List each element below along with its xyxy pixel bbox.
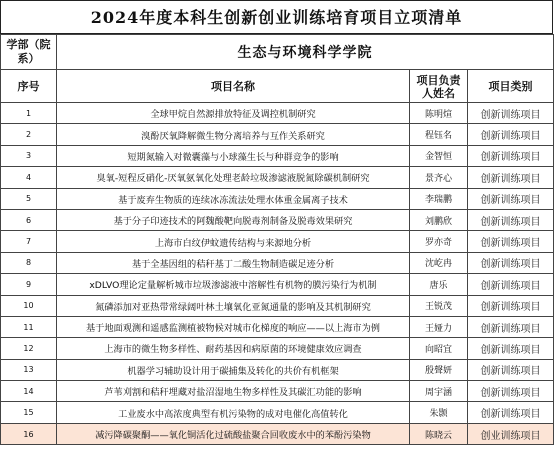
project-name: 工业废水中高浓度典型有机污染物的成对电催化高值转化 — [57, 402, 410, 423]
row-number: 15 — [1, 402, 57, 423]
table-row — [1, 316, 554, 337]
table-row — [1, 103, 554, 124]
leader-name: 刘鹏欣 — [410, 209, 468, 230]
table-row — [1, 209, 554, 230]
department-name: 生态与环境科学学院 — [57, 35, 554, 70]
column-header-category: 项目类别 — [468, 70, 554, 103]
table-row — [1, 124, 554, 145]
project-name: 溴酚厌氧降解微生物分离培养与互作关系研究 — [57, 124, 410, 145]
column-header-leader: 项目负责人姓名 — [410, 70, 468, 103]
project-name: 基于分子印迹技术的阿魏酸靶向脱毒剂制备及脱毒效果研究 — [57, 209, 410, 230]
row-number: 12 — [1, 338, 57, 359]
project-category: 创新训练项目 — [468, 145, 554, 166]
leader-name: 沈屹冉 — [410, 252, 468, 273]
leader-name: 王锐茂 — [410, 295, 468, 316]
table-row — [1, 167, 554, 188]
row-number: 1 — [1, 103, 57, 124]
project-category: 创新训练项目 — [468, 252, 554, 273]
leader-name: 金智恒 — [410, 145, 468, 166]
project-category: 创新训练项目 — [468, 167, 554, 188]
leader-name: 朱颢 — [410, 402, 468, 423]
row-number: 2 — [1, 124, 57, 145]
leader-name: 罗亦奇 — [410, 231, 468, 252]
project-name: 上海市白纹伊蚊遗传结构与来源地分析 — [57, 231, 410, 252]
department-label: 学部（院系） — [1, 35, 57, 70]
leader-name: 周宇涵 — [410, 381, 468, 402]
row-number: 11 — [1, 316, 57, 337]
project-table — [0, 34, 554, 445]
department-row — [1, 35, 554, 70]
table-row — [1, 188, 554, 209]
project-category: 创新训练项目 — [468, 103, 554, 124]
project-name: 基于全基因组的秸秆基丁二酸生物制造碳足迹分析 — [57, 252, 410, 273]
table-row — [1, 359, 554, 380]
project-category: 创业训练项目 — [468, 423, 554, 444]
table-row — [1, 338, 554, 359]
table-row — [1, 402, 554, 423]
project-name: 上海市的微生物多样性、耐药基因和病原菌的环境健康效应调查 — [57, 338, 410, 359]
leader-name: 殷聲妍 — [410, 359, 468, 380]
sheet-title: 2024年度本科生创新创业训练培育项目立项清单 — [0, 0, 553, 34]
leader-name: 陈明煊 — [410, 103, 468, 124]
project-category: 创新训练项目 — [468, 209, 554, 230]
project-category: 创新训练项目 — [468, 188, 554, 209]
project-category: 创新训练项目 — [468, 359, 554, 380]
row-number: 7 — [1, 231, 57, 252]
project-category: 创新训练项目 — [468, 295, 554, 316]
row-number: 16 — [1, 423, 57, 444]
project-name: 短期氮输入对微囊藻与小球藻生长与种群竞争的影响 — [57, 145, 410, 166]
row-number: 14 — [1, 381, 57, 402]
project-category: 创新训练项目 — [468, 316, 554, 337]
leader-name: 景齐心 — [410, 167, 468, 188]
project-name: 氮磷添加对亚热带常绿阔叶林土壤氧化亚氮通量的影响及其机制研究 — [57, 295, 410, 316]
table-row — [1, 295, 554, 316]
project-name: 全球甲烷自然源排放特征及调控机制研究 — [57, 103, 410, 124]
row-number: 9 — [1, 274, 57, 295]
leader-name: 陈晓云 — [410, 423, 468, 444]
project-name: 基于地面观测和遥感监测植被物候对城市化梯度的响应——以上海市为例 — [57, 316, 410, 337]
row-number: 8 — [1, 252, 57, 273]
project-name: 芦苇刈割和秸秆埋藏对盐沼湿地生物多样性及其碳汇功能的影响 — [57, 381, 410, 402]
project-name: 减污降碳聚酮——氧化铜活化过硫酸盐聚合回收废水中的苯酚污染物 — [57, 423, 410, 444]
table-row — [1, 381, 554, 402]
table-row — [1, 252, 554, 273]
row-number: 5 — [1, 188, 57, 209]
project-category: 创新训练项目 — [468, 338, 554, 359]
row-number: 6 — [1, 209, 57, 230]
table-row — [1, 145, 554, 166]
leader-name: 程钰名 — [410, 124, 468, 145]
project-name: 基于废弃生物质的连续冰冻流法处理水体重金属离子技术 — [57, 188, 410, 209]
project-category: 创新训练项目 — [468, 274, 554, 295]
row-number: 3 — [1, 145, 57, 166]
leader-name: 李瑞鹏 — [410, 188, 468, 209]
project-category: 创新训练项目 — [468, 231, 554, 252]
row-number: 13 — [1, 359, 57, 380]
project-category: 创新训练项目 — [468, 124, 554, 145]
project-name: xDLVO理论定量解析城市垃圾渗滤液中溶解性有机物的膜污染行为机制 — [57, 274, 410, 295]
row-number: 10 — [1, 295, 57, 316]
project-category: 创新训练项目 — [468, 381, 554, 402]
table-row — [1, 231, 554, 252]
table-row — [1, 423, 554, 444]
project-name: 臭氧-短程反硝化-厌氧氨氧化处理老龄垃圾渗滤液脱氮除碳机制研究 — [57, 167, 410, 188]
row-number: 4 — [1, 167, 57, 188]
leader-name: 向昭宜 — [410, 338, 468, 359]
project-name: 机器学习辅助设计用于碳捕集及转化的共价有机框架 — [57, 359, 410, 380]
column-header-name: 项目名称 — [57, 70, 410, 103]
leader-name: 王娅力 — [410, 316, 468, 337]
leader-name: 唐乐 — [410, 274, 468, 295]
header-row — [1, 70, 554, 103]
project-category: 创新训练项目 — [468, 402, 554, 423]
table-row — [1, 274, 554, 295]
column-header-no: 序号 — [1, 70, 57, 103]
